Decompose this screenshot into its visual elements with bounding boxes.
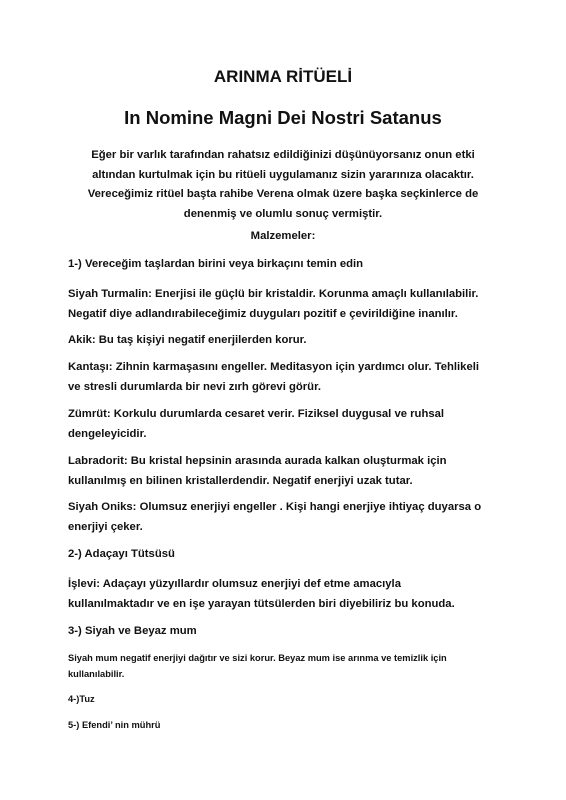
- step-3-heading: 3-) Siyah ve Beyaz mum: [68, 625, 197, 637]
- stone-siyah-turmalin: [68, 285, 500, 324]
- step-2-text: [68, 575, 500, 614]
- step-5-heading: 5-) Efendi’ nin mührü: [68, 720, 161, 730]
- stone-text: enerjiyi çeker.: [68, 520, 143, 533]
- stone-labradorit: [68, 452, 500, 491]
- stone-zumrut: [68, 405, 500, 444]
- materials-heading: Malzemeler:: [250, 230, 316, 242]
- stone-text: dengeleyicidir.: [68, 427, 147, 440]
- stone-text: Akik: Bu taş kişiyi negatif enerjilerden korur.: [68, 334, 307, 346]
- stone-text: Zümrüt: Korkulu durumlarda cesaret verir. Fiziksel duygusal ve ruhsal: [68, 408, 445, 420]
- document-subtitle: In Nomine Magni Dei Nostri Satanus: [124, 107, 442, 128]
- stone-kantasi: [68, 358, 500, 397]
- step-2-line: kullanılmaktadır ve en işe yarayan tütsülerden biri diyebiliriz bu konuda.: [68, 597, 455, 610]
- step-2-heading: 2-) Adaçayı Tütsüsü: [68, 548, 175, 560]
- intro-line: Eğer bir varlık tarafından rahatsız edildiğinizi düşünüyorsanız onun etki: [91, 149, 475, 161]
- intro-line: Vereceğimiz ritüel başta rahibe Verena olmak üzere başka seçkinlerce de: [87, 188, 479, 200]
- stone-akik: [68, 331, 500, 351]
- stone-text: kullanılmış en bilinen kristallerdendir. Negatif enerjiyi uzak tutar.: [68, 474, 413, 487]
- step-3-text: [68, 650, 500, 682]
- document-title: ARINMA RİTÜELİ: [213, 67, 353, 86]
- stone-text: Siyah Oniks: Olumsuz enerjiyi engeller . Kişi hangi enerjiye ihtiyaç duyarsa o: [68, 501, 482, 513]
- stone-text: Siyah Turmalin: Enerjisi ile güçlü bir kristaldir. Korunma amaçlı kullanılabilir.: [68, 288, 479, 300]
- intro-line: denenmiş ve olumlu sonuç vermiştir.: [183, 207, 383, 220]
- stone-siyah-oniks: [68, 498, 500, 537]
- stone-text: ve stresli durumlarda bir nevi zırh görevi görür.: [68, 380, 321, 393]
- intro-line: altından kurtulmak için bu ritüeli uygulamanız sizin yararınıza olacaktır.: [92, 168, 474, 181]
- stone-text: Negatif diye adlandırabileceğimiz duyguları pozitif e çevirildiğine inanılır.: [68, 307, 458, 320]
- step-4-heading: 4-)Tuz: [68, 694, 95, 704]
- stone-text: Kantaşı: Zihnin karmaşasını engeller. Meditasyon için yardımcı olur. Tehlikeli: [68, 361, 480, 373]
- stone-text: Labradorit: Bu kristal hepsinin arasında aurada kalkan oluşturmak için: [68, 455, 447, 467]
- intro-paragraph: [58, 146, 508, 224]
- step-2-line: İşlevi: Adaçayı yüzyıllardır olumsuz enerjiyi def etme amacıyla: [68, 578, 401, 590]
- step-3-line: Siyah mum negatif enerjiyi dağıtır ve sizi korur. Beyaz mum ise arınma ve temizlik için: [68, 653, 447, 663]
- step-3-line: kullanılabilir.: [68, 669, 125, 679]
- step-1-heading: 1-) Vereceğim taşlardan birini veya birkaçını temin edin: [68, 258, 364, 270]
